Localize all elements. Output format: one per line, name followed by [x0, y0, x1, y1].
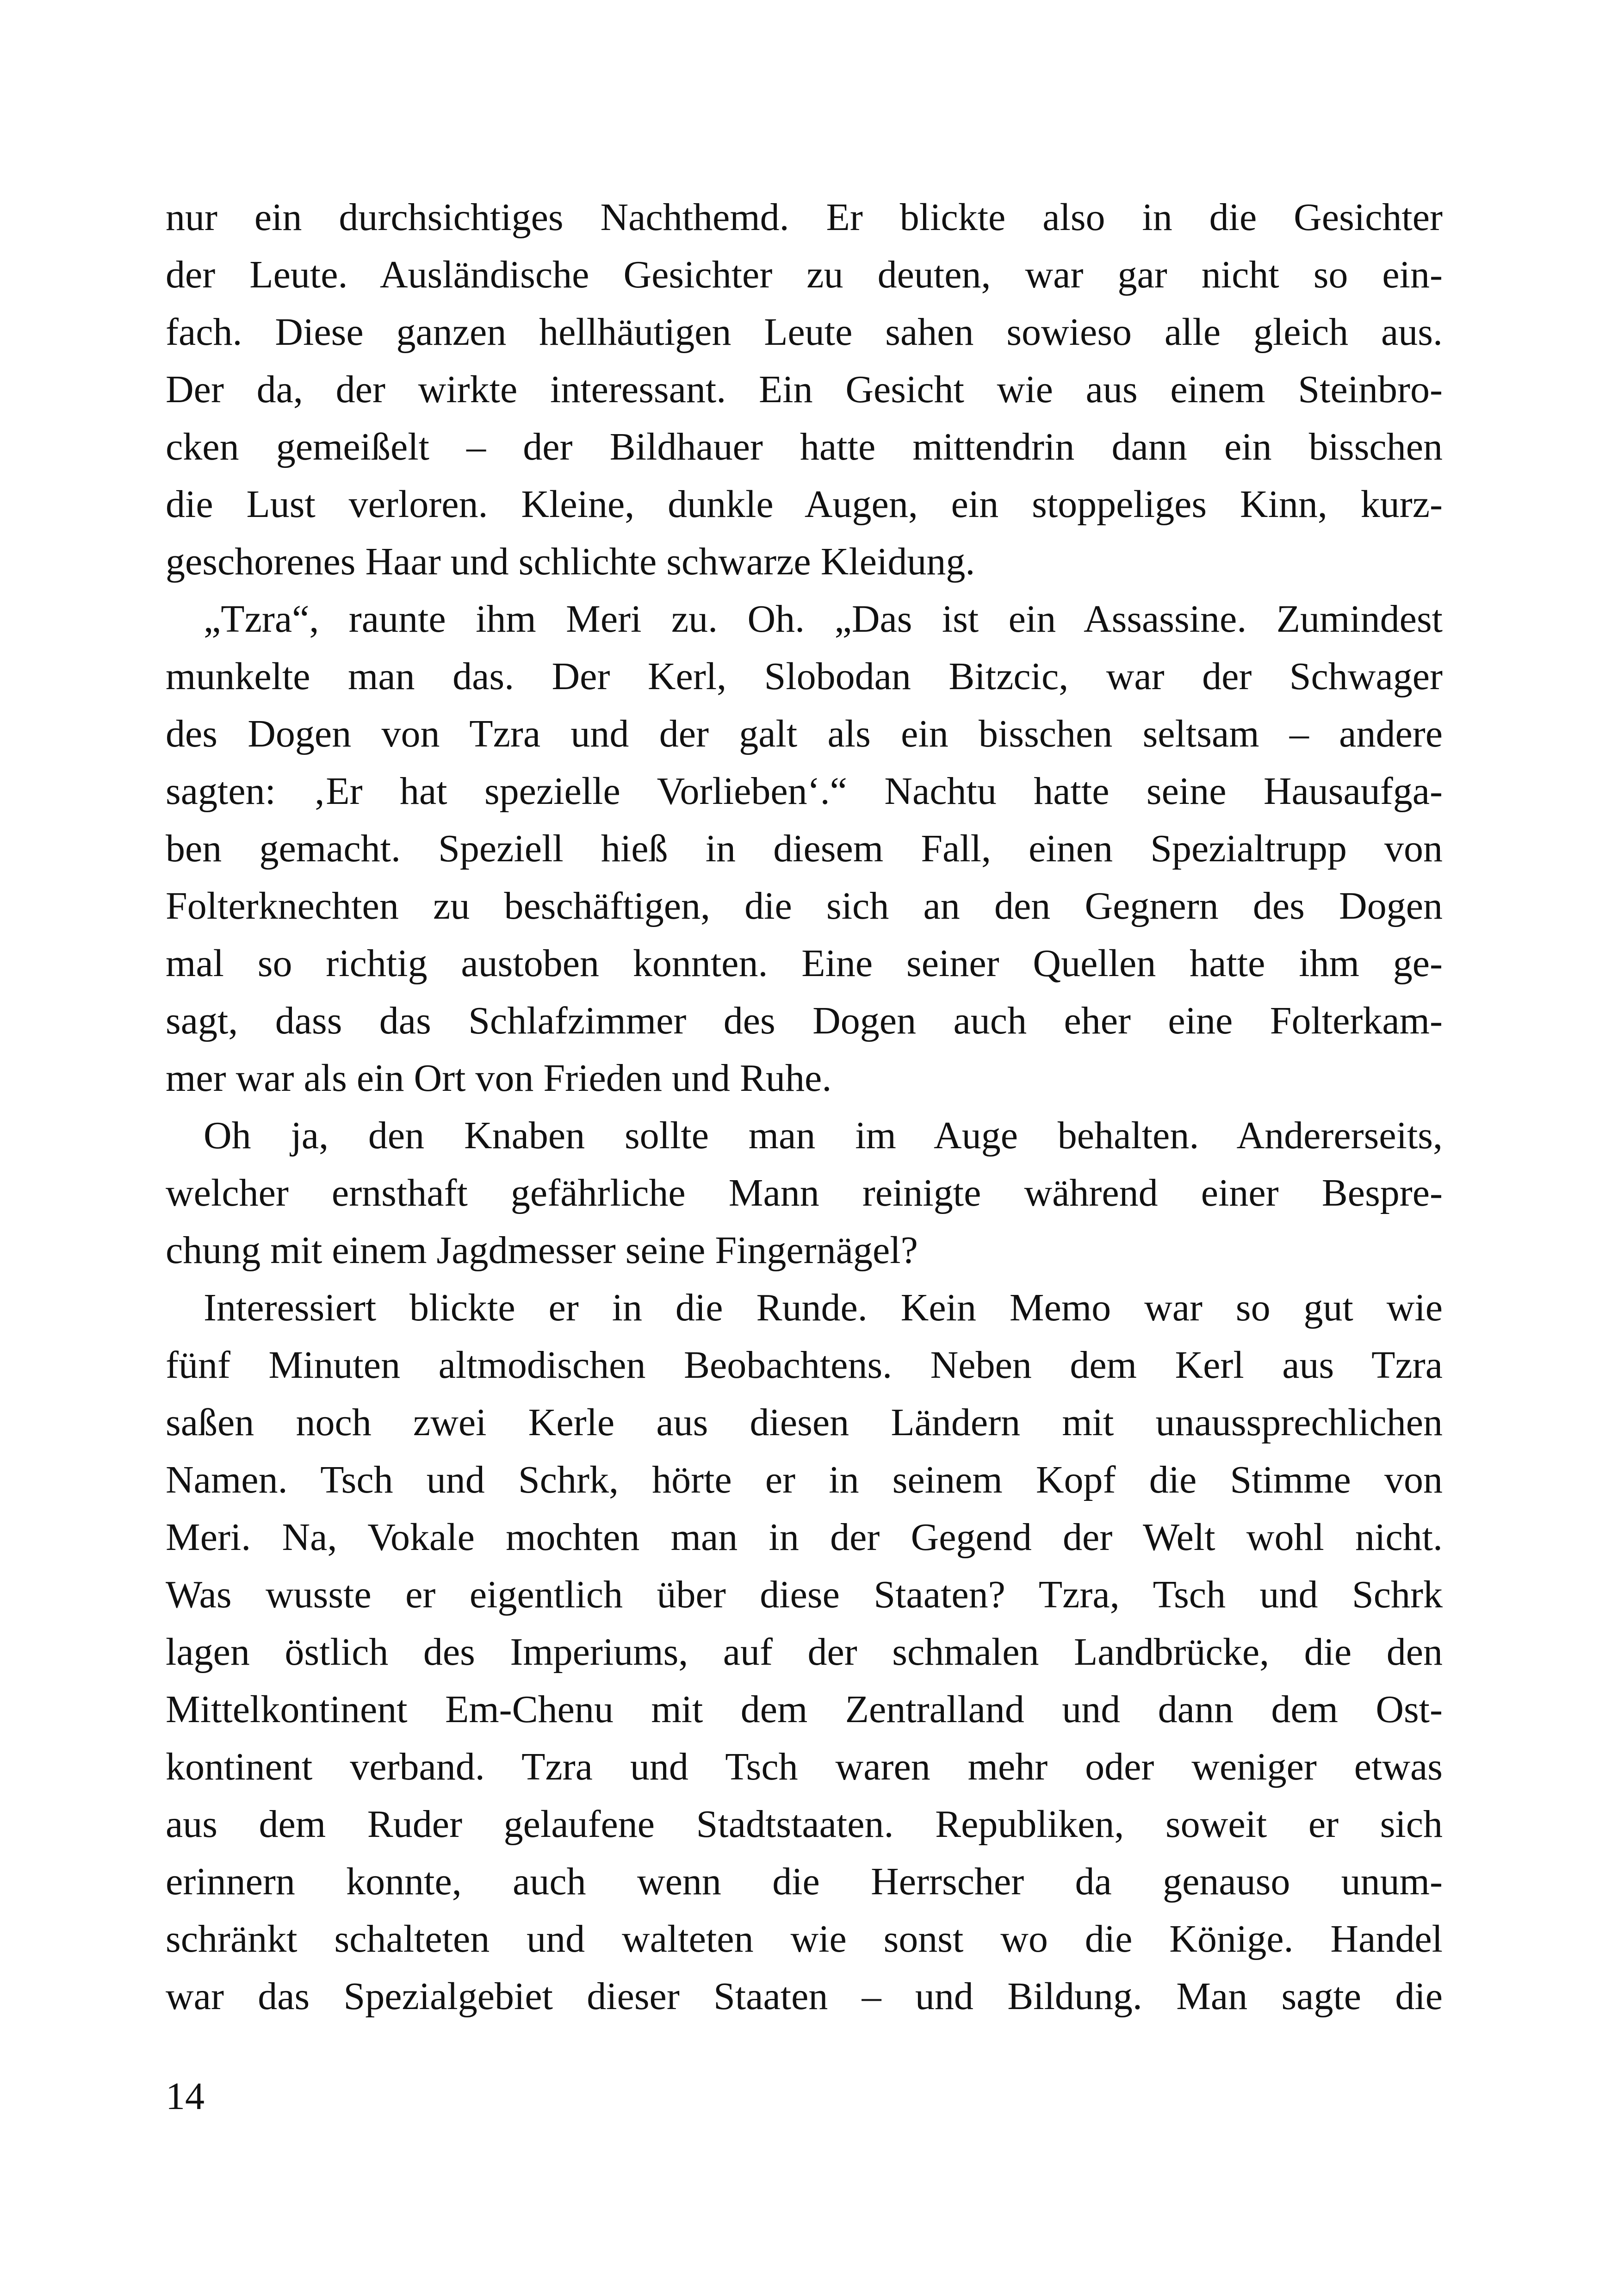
text-line: Was wusste er eigentlich über diese Staaten? Tzra, Tsch und Schrk: [166, 1573, 1443, 1616]
text-line: Oh ja, den Knaben sollte man im Auge behalten. Andererseits,: [204, 1114, 1443, 1157]
text-line: erinnern konnte, auch wenn die Herrscher da genauso unum-: [166, 1860, 1443, 1903]
page-number: 14: [166, 2075, 205, 2118]
body-text: [166, 189, 1443, 2025]
text-line: Mittelkontinent Em-Chenu mit dem Zentralland und dann dem Ost-: [166, 1688, 1443, 1731]
text-line: aus dem Ruder gelaufene Stadtstaaten. Republiken, soweit er sich: [166, 1803, 1443, 1846]
paragraph: [166, 1279, 1443, 2025]
paragraph: [166, 189, 1443, 591]
paragraph: [166, 1107, 1443, 1279]
text-line: kontinent verband. Tzra und Tsch waren mehr oder weniger etwas: [166, 1745, 1443, 1788]
text-line: saßen noch zwei Kerle aus diesen Ländern mit unaussprechlichen: [166, 1401, 1443, 1444]
text-line: der Leute. Ausländische Gesichter zu deuten, war gar nicht so ein-: [166, 253, 1443, 296]
text-line: schränkt schalteten und walteten wie sonst wo die Könige. Handel: [166, 1917, 1443, 1960]
text-line: fünf Minuten altmodischen Beobachtens. Neben dem Kerl aus Tzra: [166, 1344, 1443, 1387]
text-line: Der da, der wirkte interessant. Ein Gesicht wie aus einem Steinbro-: [166, 368, 1443, 411]
text-line: ben gemacht. Speziell hieß in diesem Fall, einen Spezialtrupp von: [166, 827, 1443, 870]
text-line: chung mit einem Jagdmesser seine Fingernägel?: [166, 1229, 918, 1272]
text-line: Interessiert blickte er in die Runde. Kein Memo war so gut wie: [204, 1286, 1443, 1329]
text-line: Namen. Tsch und Schrk, hörte er in seinem Kopf die Stimme von: [166, 1458, 1443, 1501]
text-line: Meri. Na, Vokale mochten man in der Gegend der Welt wohl nicht.: [166, 1516, 1443, 1559]
text-line: cken gemeißelt – der Bildhauer hatte mittendrin dann ein bisschen: [166, 425, 1443, 468]
text-line: geschorenes Haar und schlichte schwarze Kleidung.: [166, 540, 975, 583]
text-line: fach. Diese ganzen hellhäutigen Leute sahen sowieso alle gleich aus.: [166, 311, 1443, 354]
text-line: sagten: ‚Er hat spezielle Vorlieben‘.“ Nachtu hatte seine Hausaufga-: [166, 770, 1443, 813]
text-line: munkelte man das. Der Kerl, Slobodan Bitzcic, war der Schwager: [166, 655, 1443, 698]
text-line: nur ein durchsichtiges Nachthemd. Er blickte also in die Gesichter: [166, 196, 1443, 239]
text-line: des Dogen von Tzra und der galt als ein bisschen seltsam – andere: [166, 712, 1443, 755]
text-line: war das Spezialgebiet dieser Staaten – und Bildung. Man sagte die: [166, 1975, 1443, 2018]
text-line: „Tzra“, raunte ihm Meri zu. Oh. „Das ist ein Assassine. Zumindest: [204, 597, 1443, 641]
text-line: die Lust verloren. Kleine, dunkle Augen, ein stoppeliges Kinn, kurz-: [166, 483, 1443, 526]
text-line: welcher ernsthaft gefährliche Mann reinigte während einer Bespre-: [166, 1171, 1443, 1214]
text-line: mal so richtig austoben konnten. Eine seiner Quellen hatte ihm ge-: [166, 942, 1443, 985]
text-line: sagt, dass das Schlafzimmer des Dogen auch eher eine Folterkam-: [166, 999, 1443, 1042]
text-line: Folterknechten zu beschäftigen, die sich an den Gegnern des Dogen: [166, 884, 1443, 927]
text-line: mer war als ein Ort von Frieden und Ruhe.: [166, 1057, 832, 1100]
text-line: lagen östlich des Imperiums, auf der schmalen Landbrücke, die den: [166, 1630, 1443, 1674]
paragraph: [166, 591, 1443, 1107]
